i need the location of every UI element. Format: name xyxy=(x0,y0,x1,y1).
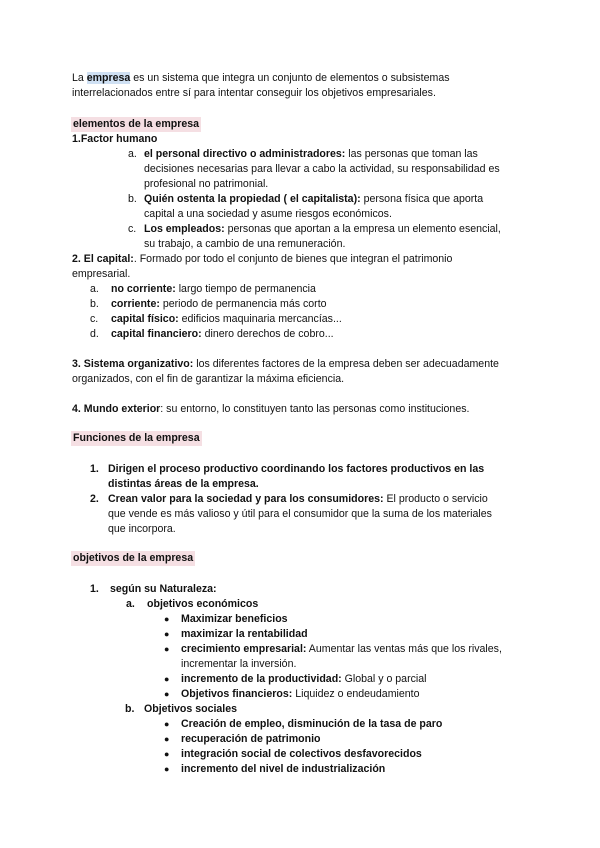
objetivos-heading: objetivos de la empresa xyxy=(73,552,194,564)
factor-humano-title: 1.Factor humano xyxy=(72,133,158,145)
item-text: edificios maquinaria mercancías... xyxy=(178,313,342,325)
item-marker: d. xyxy=(90,328,99,340)
item-label: incremento del nivel de industrialización xyxy=(181,763,386,775)
item-text-line2: que vende es más valioso y útil para el consumidor que la suma de los materiales xyxy=(108,508,492,520)
capital-label: 2. El capital: xyxy=(72,253,134,265)
intro-paragraph xyxy=(72,71,532,86)
funcion-item-2 xyxy=(72,492,532,537)
capital-paragraph xyxy=(72,252,532,267)
item-label: no corriente: xyxy=(111,283,176,295)
item-text: El producto o servicio xyxy=(383,493,488,505)
intro-rest: es un sistema que integra un conjunto de elementos o subsistemas xyxy=(130,72,450,84)
objetivo-level1 xyxy=(72,582,532,597)
item-text: Aumentar las ventas más que los rivales, xyxy=(306,643,502,655)
item-text-line2: capital a una sociedad y asume riesgos económicos. xyxy=(144,208,392,220)
sociales-group xyxy=(72,702,532,717)
economico-item xyxy=(72,687,532,702)
social-item xyxy=(72,747,532,762)
bullet-icon: ● xyxy=(164,719,170,729)
item-text: personas que aportan a la empresa un elemento esencial, xyxy=(224,223,501,235)
item-text-line2: su trabajo, a cambio de una remuneración. xyxy=(144,238,346,250)
bullet-icon: ● xyxy=(164,614,170,624)
item-marker: c. xyxy=(128,223,137,235)
item-label: Los empleados: xyxy=(144,223,225,235)
bullet-icon: ● xyxy=(164,689,170,699)
group-label: objetivos económicos xyxy=(147,598,259,610)
item-text-line2: incrementar la inversión. xyxy=(181,658,297,670)
item-label: corriente: xyxy=(111,298,160,310)
mundo-label: 4. Mundo exterior xyxy=(72,403,161,415)
bullet-icon: ● xyxy=(164,734,170,744)
item-marker: a. xyxy=(126,598,135,610)
factor-item-c xyxy=(72,222,532,252)
item-label: según su Naturaleza: xyxy=(110,583,217,595)
item-marker: 1. xyxy=(90,463,99,475)
item-label: capital financiero: xyxy=(111,328,202,340)
item-label: crecimiento empresarial: xyxy=(181,643,307,655)
mundo-paragraph xyxy=(72,402,532,417)
item-text: las personas que toman las xyxy=(345,148,478,160)
item-label: Objetivos financieros: xyxy=(181,688,293,700)
item-text-line2: decisiones necesarias para llevar a cabo la actividad, su responsabilidad es xyxy=(144,163,500,175)
item-text-line3: profesional no patrimonial. xyxy=(144,178,269,190)
economico-item xyxy=(72,627,532,642)
item-label: Dirigen el proceso productivo coordinando los factores productivos en las xyxy=(108,463,485,475)
social-item xyxy=(72,717,532,732)
item-label: integración social de colectivos desfavorecidos xyxy=(181,748,422,760)
item-marker: b. xyxy=(125,703,135,715)
item-label: incremento de la productividad: xyxy=(181,673,342,685)
economicos-group xyxy=(72,597,532,612)
intro-term: empresa xyxy=(86,72,131,84)
item-marker: c. xyxy=(90,313,99,325)
sistema-text: los diferentes factores de la empresa deben ser adecuadamente xyxy=(193,358,499,370)
item-marker: 2. xyxy=(90,493,99,505)
item-text: Liquidez o endeudamiento xyxy=(292,688,420,700)
bullet-icon: ● xyxy=(164,644,170,654)
bullet-icon: ● xyxy=(164,764,170,774)
capital-text-line2: empresarial. xyxy=(72,268,131,280)
item-text: periodo de permanencia más corto xyxy=(159,298,327,310)
item-label: capital físico: xyxy=(111,313,179,325)
funciones-heading: Funciones de la empresa xyxy=(73,432,200,444)
factor-item-a xyxy=(72,147,532,192)
bullet-icon: ● xyxy=(164,629,170,639)
bullet-icon: ● xyxy=(164,749,170,759)
sistema-text-line2: organizados, con el fin de garantizar la máxima eficiencia. xyxy=(72,373,345,385)
item-text-line3: que incorpora. xyxy=(108,523,176,535)
item-label-line2: distintas áreas de la empresa. xyxy=(108,478,259,490)
economico-item xyxy=(72,642,532,672)
sistema-paragraph xyxy=(72,357,532,372)
funcion-item-1 xyxy=(72,462,532,492)
elementos-heading: elementos de la empresa xyxy=(73,118,200,130)
capital-text: . Formado por todo el conjunto de bienes que integran el patrimonio xyxy=(133,253,453,265)
item-text: Global y o parcial xyxy=(341,673,427,685)
bullet-icon: ● xyxy=(164,674,170,684)
item-marker: a. xyxy=(90,283,99,295)
factor-item-b xyxy=(72,192,532,222)
capital-item-d xyxy=(72,327,532,342)
item-text: persona física que aporta xyxy=(360,193,484,205)
document-page xyxy=(72,71,532,777)
social-item xyxy=(72,762,532,777)
sistema-label: 3. Sistema organizativo: xyxy=(72,358,194,370)
intro-line2: interrelacionados entre sí para intentar conseguir los objetivos empresariales. xyxy=(72,87,436,99)
item-marker: b. xyxy=(128,193,137,205)
intro-pre: La xyxy=(72,72,87,84)
mundo-text: : su entorno, lo constituyen tanto las personas como instituciones. xyxy=(160,403,470,415)
capital-item-b xyxy=(72,297,532,312)
item-label: Creación de empleo, disminución de la tasa de paro xyxy=(181,718,443,730)
item-label: recuperación de patrimonio xyxy=(181,733,321,745)
item-text: largo tiempo de permanencia xyxy=(175,283,316,295)
item-marker: b. xyxy=(90,298,99,310)
item-marker: 1. xyxy=(90,583,99,595)
item-marker: a. xyxy=(128,148,137,160)
capital-item-a xyxy=(72,282,532,297)
group-label: Objetivos sociales xyxy=(144,703,238,715)
item-label: Crean valor para la sociedad y para los consumidores: xyxy=(108,493,384,505)
item-label: el personal directivo o administradores: xyxy=(144,148,346,160)
item-label: Maximizar beneficios xyxy=(181,613,288,625)
item-label: maximizar la rentabilidad xyxy=(181,628,308,640)
item-label: Quién ostenta la propiedad ( el capitalista): xyxy=(144,193,361,205)
capital-item-c xyxy=(72,312,532,327)
social-item xyxy=(72,732,532,747)
economico-item xyxy=(72,672,532,687)
item-text: dinero derechos de cobro... xyxy=(201,328,334,340)
economico-item xyxy=(72,612,532,627)
